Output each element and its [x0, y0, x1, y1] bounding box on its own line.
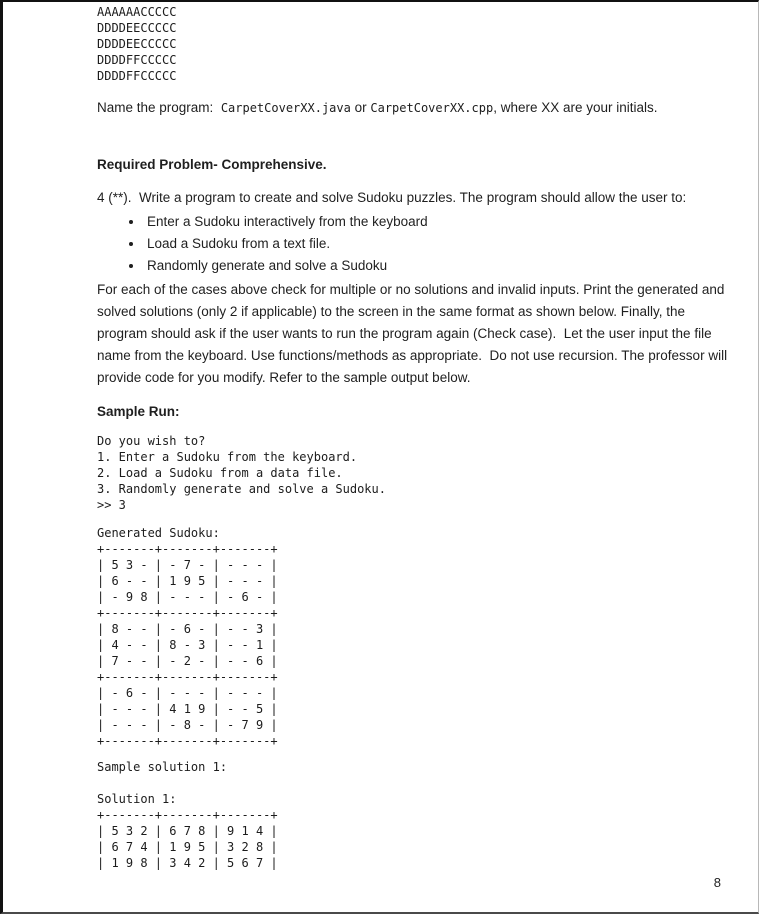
requirement-bullet: • Randomly generate and solve a Sudoku [144, 255, 758, 277]
program-naming-line [97, 97, 745, 119]
sudoku-grid-line: +-------+-------+-------+ [97, 670, 278, 684]
sudoku-grid-line: | 6 7 4 | 1 9 5 | 3 2 8 | [97, 840, 278, 854]
cpp-filename: CarpetCoverXX.cpp [370, 101, 494, 115]
requirements-bullet-list [97, 211, 758, 277]
sudoku-grid-line: Generated Sudoku: [97, 526, 220, 540]
sudoku-grid-line: +-------+-------+-------+ [97, 606, 278, 620]
problem-description-paragraph: For each of the cases above check for multiple or no solutions and invalid inputs. Print the generated and solved solutions (only 2 if applicable) to the screen in the same format as shown below. Finally, the program should ask if the user wants to run the program again (Check case). Let the user input the file name from the keyboard. Use functions/methods as appropriate. Do not use recursion. The professor will provide code for you modify. Refer to the sample output below. [97, 282, 731, 385]
java-filename: CarpetCoverXX.java [220, 101, 351, 115]
naming-suffix: , where XX are your initials. [493, 100, 658, 115]
sudoku-grid-line: | - 6 - | - - - | - - - | [97, 686, 278, 700]
solution-sudoku-block [97, 791, 758, 871]
sudoku-grid-line: | 4 - - | 8 - 3 | - - 1 | [97, 638, 278, 652]
requirement-bullet: • Load a Sudoku from a text file. [144, 233, 758, 255]
sudoku-grid-line: | 8 - - | - 6 - | - - 3 | [97, 622, 278, 636]
sudoku-grid-line: Solution 1: [97, 792, 177, 806]
sudoku-grid-line: | - - - | - 8 - | - 7 9 | [97, 718, 278, 732]
sudoku-grid-line: +-------+-------+-------+ [97, 734, 278, 748]
sudoku-grid-line: | 1 9 8 | 3 4 2 | 5 6 7 | [97, 856, 278, 870]
sample-run-heading: Sample Run: [97, 404, 180, 419]
generated-sudoku-block [97, 525, 758, 749]
page-number: 8 [713, 875, 721, 890]
console-line: Sample solution 1: [97, 760, 228, 774]
problem-intro-line: 4 (**). Write a program to create and solve Sudoku puzzles. The program should allow the user to: [97, 190, 687, 205]
ascii-diagram-line: DDDDFFCCCCC [97, 69, 177, 83]
ascii-diagram-block [97, 4, 758, 84]
sudoku-grid-line: | - 9 8 | - - - | - 6 - | [97, 590, 278, 604]
sudoku-grid-line: +-------+-------+-------+ [97, 808, 278, 822]
console-line: >> 3 [97, 498, 126, 512]
page-content [3, 2, 758, 871]
naming-prefix: Name the program: [97, 100, 221, 115]
ascii-diagram-line: DDDDEECCCCC [97, 37, 177, 51]
sudoku-grid-line: +-------+-------+-------+ [97, 542, 278, 556]
sudoku-grid-line: | - - - | 4 1 9 | - - 5 | [97, 702, 278, 716]
ascii-diagram-line: DDDDEECCCCC [97, 21, 177, 35]
sudoku-grid-line: | 7 - - | - 2 - | - - 6 | [97, 654, 278, 668]
console-line: 2. Load a Sudoku from a data file. [97, 466, 343, 480]
sudoku-grid-line: | 6 - - | 1 9 5 | - - - | [97, 574, 278, 588]
ascii-diagram-line: AAAAAACCCCC [97, 5, 177, 19]
ascii-diagram-line: DDDDFFCCCCC [97, 53, 177, 67]
console-line: Do you wish to? [97, 434, 206, 448]
required-problem-heading: Required Problem- Comprehensive. [97, 157, 327, 172]
sudoku-grid-line: | 5 3 - | - 7 - | - - - | [97, 558, 278, 572]
requirement-bullet: • Enter a Sudoku interactively from the keyboard [144, 211, 758, 233]
naming-conjunction: or [350, 100, 371, 115]
console-line: 1. Enter a Sudoku from the keyboard. [97, 450, 358, 464]
sudoku-grid-line: | 5 3 2 | 6 7 8 | 9 1 4 | [97, 824, 278, 838]
console-menu-block [97, 433, 758, 513]
console-line: 3. Randomly generate and solve a Sudoku. [97, 482, 386, 496]
sample-solution-label [97, 759, 758, 775]
